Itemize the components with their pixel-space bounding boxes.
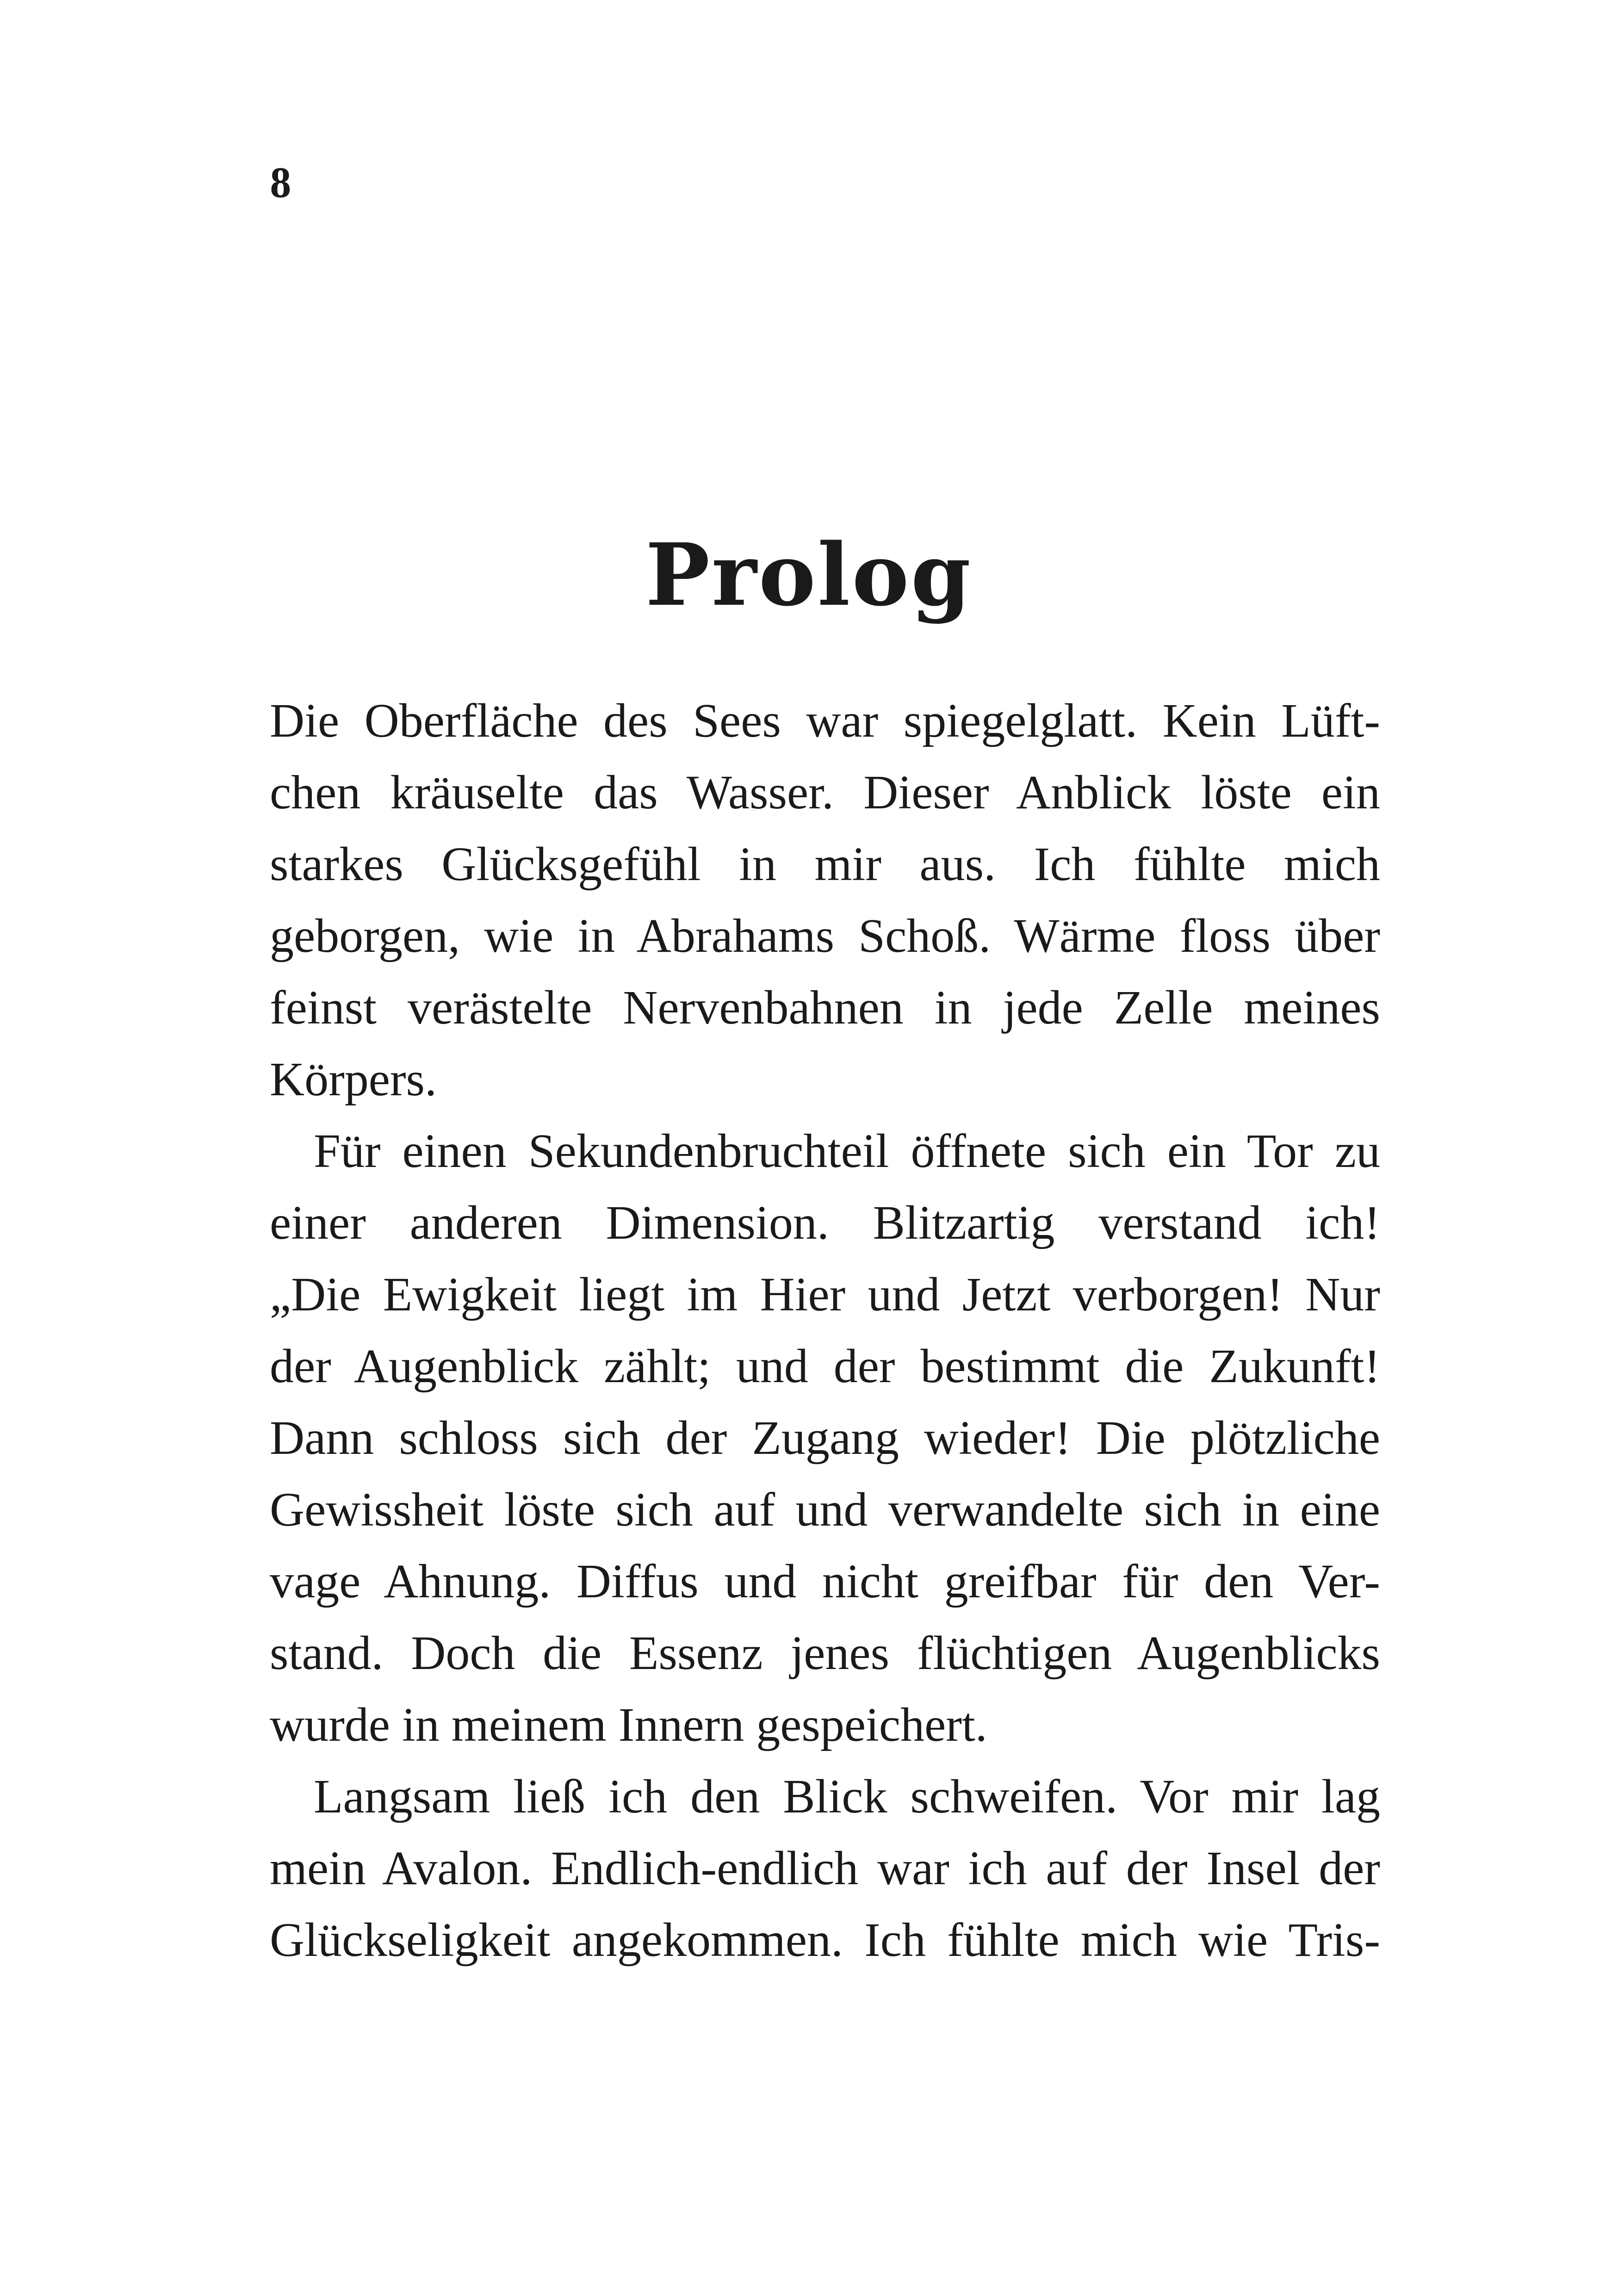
text-line: Langsam ließ ich den Blick schweifen. Vor mir lag	[314, 1770, 1380, 1823]
text-line: geborgen, wie in Abrahams Schoß. Wärme floss über	[270, 909, 1380, 962]
text-line: wurde in meinem Innern gespeichert.	[270, 1698, 987, 1751]
body-text	[270, 685, 1380, 1976]
text-line: Gewissheit löste sich auf und verwandelte sich in eine	[270, 1483, 1380, 1536]
text-line: starkes Glücksgefühl in mir aus. Ich fühlte mich	[270, 838, 1380, 891]
text-line: feinst verästelte Nervenbahnen in jede Zelle meines	[270, 981, 1380, 1034]
text-line: „Die Ewigkeit liegt im Hier und Jetzt verborgen! Nur	[270, 1268, 1380, 1321]
text-line: Glückseligkeit angekommen. Ich fühlte mich wie Tris-	[270, 1913, 1380, 1967]
chapter-title: Prolog	[645, 524, 973, 625]
text-line: einer anderen Dimension. Blitzartig verstand ich!	[270, 1196, 1380, 1249]
text-line: vage Ahnung. Diffus und nicht greifbar für den Ver-	[270, 1555, 1380, 1608]
text-line: chen kräuselte das Wasser. Dieser Anblick löste ein	[270, 766, 1380, 819]
text-line: Die Oberfläche des Sees war spiegelglatt. Kein Lüft-	[270, 694, 1380, 747]
page-number: 8	[270, 161, 291, 206]
text-line: Körpers.	[270, 1053, 437, 1106]
text-line: Für einen Sekundenbruchteil öffnete sich ein Tor zu	[314, 1124, 1380, 1178]
text-line: der Augenblick zählt; und der bestimmt die Zukunft!	[270, 1340, 1380, 1393]
text-line: mein Avalon. Endlich-endlich war ich auf der Insel der	[270, 1842, 1380, 1895]
text-line: stand. Doch die Essenz jenes flüchtigen Augenblicks	[270, 1626, 1380, 1680]
text-line: Dann schloss sich der Zugang wieder! Die plötzliche	[270, 1411, 1380, 1464]
